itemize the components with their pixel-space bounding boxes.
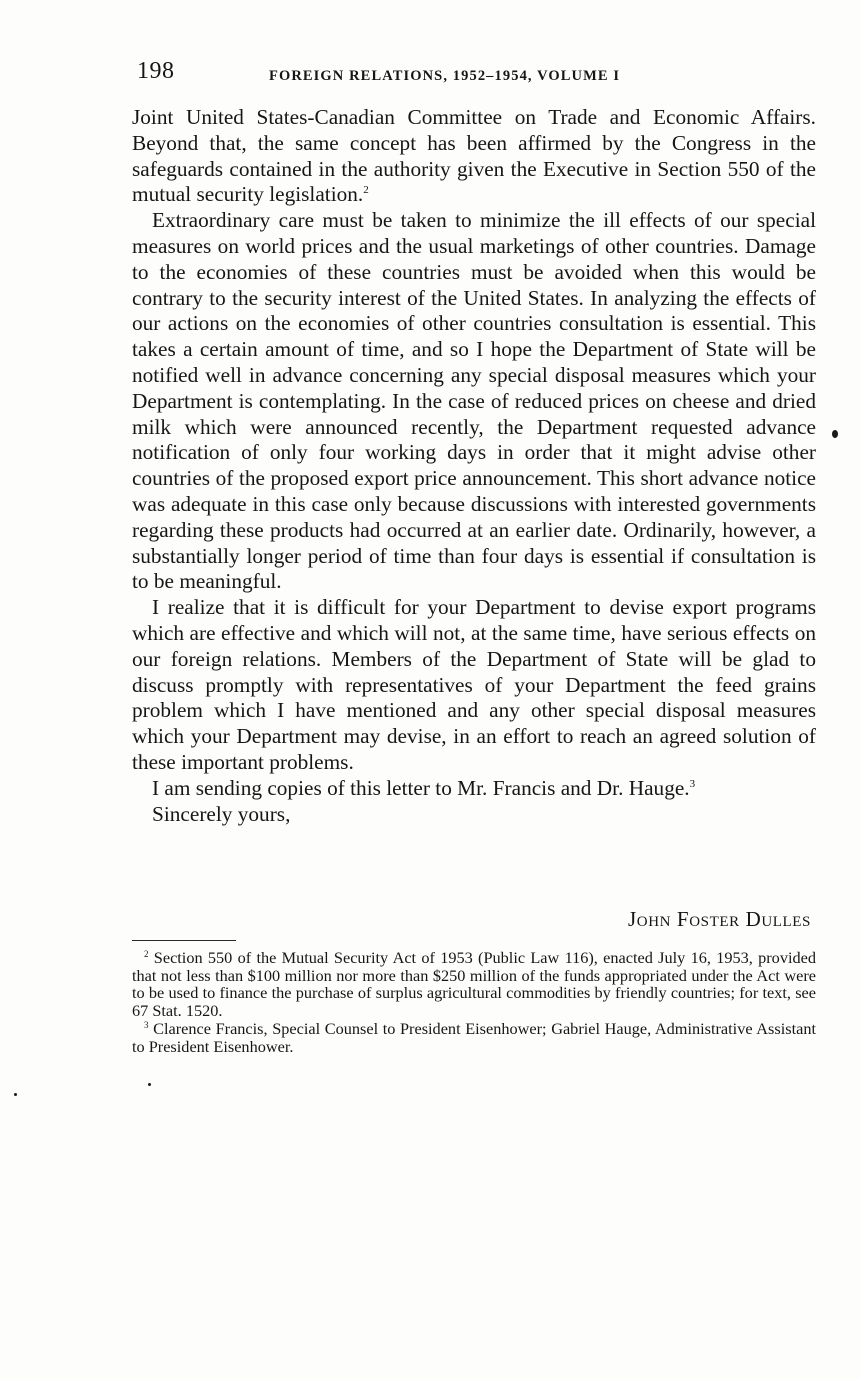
signature: John Foster Dulles (628, 907, 811, 931)
footnotes (132, 949, 816, 1055)
scan-speck (148, 1083, 151, 1086)
footnote-text: Clarence Francis, Special Counsel to President Eisenhower; Gabriel Hauge, Administrative Assistant to President Eisenhower. (132, 1018, 816, 1056)
paragraph-text: Extraordinary care must be taken to minimize the ill effects of our special measures on world prices and the usual marketings of other countries. Damage to the economies of these countries must be avoided when this would be contrary to the security interest of the United States. In analyzing the effects of our actions on the economies of other countries consultation is essential. This takes a certain amount of time, and so I hope the Department of State will be notified well in advance concerning any special disposal measures which your Department is contemplating. In the case of reduced prices on cheese and dried milk which were announced recently, the Department requested advance notification of only four working days in order that it might advise other countries of the proposed export price announcement. This short advance notice was adequate in this case only because discussions with interested governments regarding these products had occurred at an earlier date. Ordinarily, however, a substantially longer period of time than four days is essential if consultation is to be meaningful. (132, 208, 816, 594)
closing (132, 802, 816, 828)
paragraph-text: Joint United States-Canadian Committee on Trade and Economic Affairs. Beyond that, the same concept has been affirmed by the Congress in the safeguards contained in the authority given the Executive in Section 550 of the mutual security legislation. (132, 105, 816, 207)
footnote (132, 949, 816, 1020)
scan-speck (832, 430, 838, 438)
footnote-mark: 3 (144, 1019, 149, 1030)
footnote-reference: 2 (363, 184, 369, 197)
footnote-mark: 2 (144, 949, 149, 959)
footnote-reference: 3 (689, 777, 696, 790)
paragraph-text: I realize that it is difficult for your Department to devise export programs which are effective and which will not, at the same time, have serious effects on our foreign relations. Members of the Department of State will be glad to discuss promptly with representatives of your Department the feed grains problem which I have mentioned and any other special disposal measures which your Department may devise, in an effort to reach an agreed solution of these important problems. (132, 595, 816, 774)
closing-text: Sincerely yours, (152, 801, 291, 826)
running-title: FOREIGN RELATIONS, 1952–1954, VOLUME I (269, 68, 621, 84)
paragraph (132, 595, 816, 776)
footnote-divider (132, 940, 236, 941)
paragraph (132, 105, 816, 208)
paragraph (132, 208, 816, 595)
paragraph-text: I am sending copies of this letter to Mr. Francis and Dr. Hauge. (152, 775, 690, 800)
paragraph (132, 776, 816, 802)
letter-body (132, 105, 816, 827)
page-number: 198 (137, 58, 175, 84)
footnote-text: Section 550 of the Mutual Security Act of 1953 (Public Law 116), enacted July 16, 1953, provided that not less than $100 million nor more than $250 million of the funds appropriated under the Act were to be used to finance the purchase of surplus agricultural commodities by friendly countries; for text, see 67 Stat. 1520. (132, 948, 816, 1021)
running-head (137, 58, 817, 90)
footnote (132, 1020, 816, 1055)
scan-speck (14, 1093, 17, 1096)
